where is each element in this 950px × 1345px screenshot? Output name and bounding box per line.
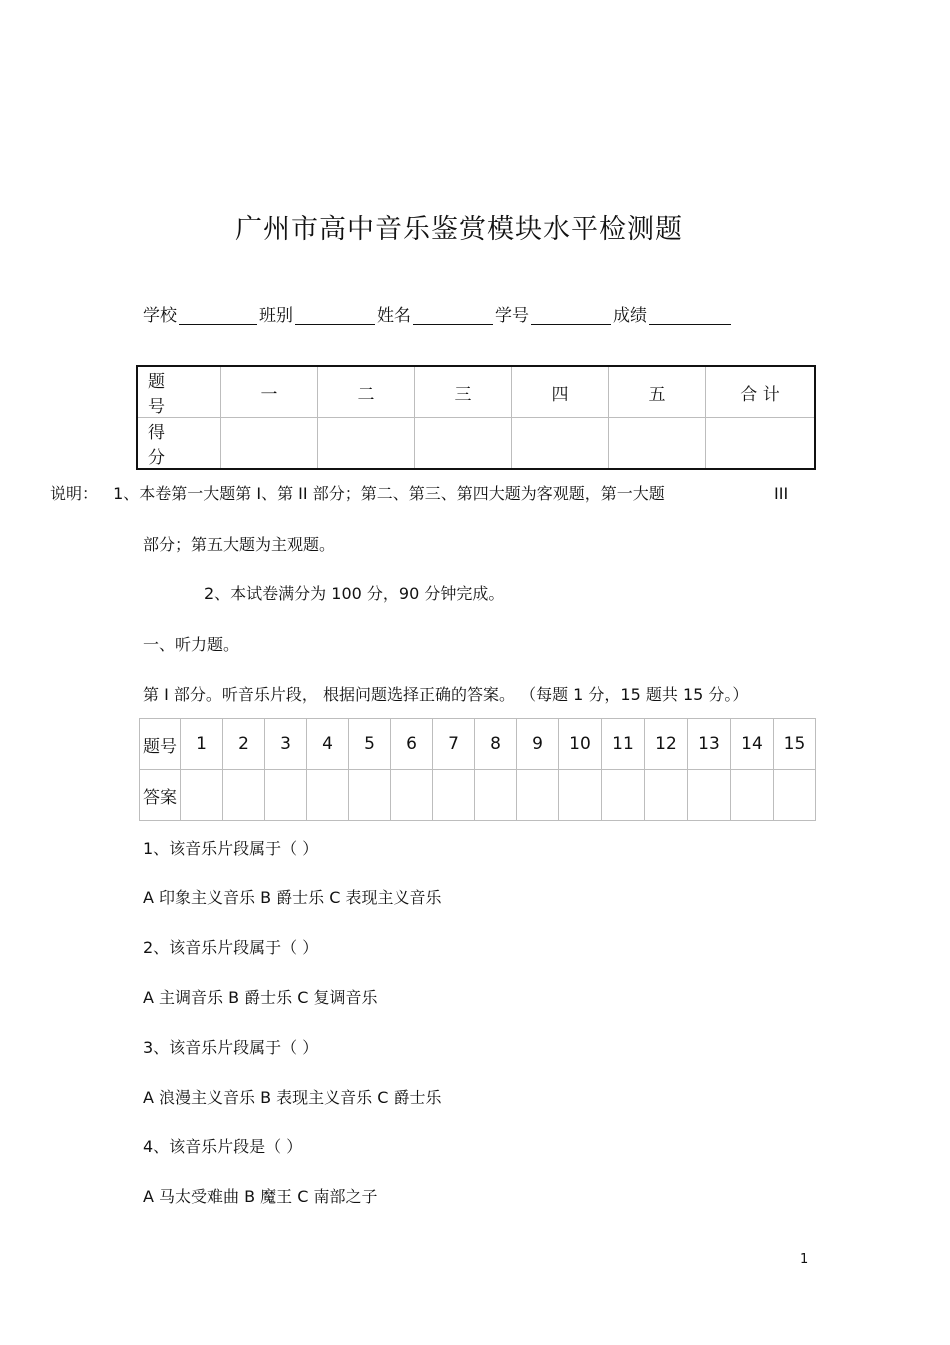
- number-blank[interactable]: [531, 306, 611, 325]
- answer-cell[interactable]: [731, 770, 774, 821]
- student-info-line: [143, 306, 733, 325]
- info-label-school: 学校: [143, 306, 177, 326]
- score-table-header-row: [137, 366, 815, 418]
- question-4-options: A 马太受难曲 B 魔王 C 南部之子: [143, 1187, 378, 1206]
- info-label-number: 学号: [495, 306, 529, 326]
- answer-cell[interactable]: [559, 770, 602, 821]
- answer-cell[interactable]: [475, 770, 517, 821]
- answer-cell[interactable]: [265, 770, 307, 821]
- question-3-stem: 3、该音乐片段属于（ ）: [143, 1038, 319, 1057]
- answer-table-answer-row: [140, 770, 816, 821]
- answer-number: 3: [265, 719, 307, 770]
- score-cell[interactable]: [221, 418, 318, 470]
- answer-cell[interactable]: [349, 770, 391, 821]
- score-col-header: 四: [512, 366, 609, 418]
- answer-number: 7: [433, 719, 475, 770]
- notes-item-1: 1、本卷第一大题第 I、第 II 部分；第二、第三、第四大题为客观题，第一大题: [113, 484, 665, 503]
- answer-number: 8: [475, 719, 517, 770]
- score-table-score-row: [137, 418, 815, 470]
- answer-cell[interactable]: [181, 770, 223, 821]
- answer-number: 14: [731, 719, 774, 770]
- part-one-instructions: 第 I 部分。听音乐片段， 根据问题选择正确的答案。 （每题 1 分，15 题共 15 分。）: [143, 685, 749, 704]
- answer-cell[interactable]: [391, 770, 433, 821]
- answer-number: 15: [774, 719, 816, 770]
- answer-cell[interactable]: [774, 770, 816, 821]
- answer-cell[interactable]: [688, 770, 731, 821]
- answer-row-label-answer: 答案: [140, 770, 181, 821]
- answer-number: 9: [517, 719, 559, 770]
- page-title: 广州市高中音乐鉴赏模块水平检测题: [235, 214, 683, 245]
- answer-number: 5: [349, 719, 391, 770]
- score-cell[interactable]: [415, 418, 512, 470]
- section-heading-listening: 一、听力题。: [143, 635, 240, 654]
- info-label-name: 姓名: [377, 306, 411, 326]
- answer-number: 13: [688, 719, 731, 770]
- score-row-label-number: 题 号: [137, 366, 221, 418]
- answer-number: 11: [602, 719, 645, 770]
- answer-number: 2: [223, 719, 265, 770]
- score-cell[interactable]: [512, 418, 609, 470]
- question-1-options: A 印象主义音乐 B 爵士乐 C 表现主义音乐: [143, 888, 442, 907]
- score-col-header: 二: [318, 366, 415, 418]
- score-table: [136, 365, 816, 470]
- score-cell[interactable]: [318, 418, 415, 470]
- notes-item-2: 2、本试卷满分为 100 分，90 分钟完成。: [204, 584, 505, 603]
- answer-cell[interactable]: [307, 770, 349, 821]
- score-cell-total[interactable]: [706, 418, 816, 470]
- answer-number: 12: [645, 719, 688, 770]
- score-col-header-total: 合 计: [706, 366, 816, 418]
- score-col-header: 三: [415, 366, 512, 418]
- notes-item-1-tail: III: [774, 484, 789, 503]
- notes-line-1: [50, 486, 665, 502]
- answer-number: 4: [307, 719, 349, 770]
- answer-cell[interactable]: [223, 770, 265, 821]
- score-row-label-score: 得 分: [137, 418, 221, 470]
- answer-number: 6: [391, 719, 433, 770]
- question-4-stem: 4、该音乐片段是（ ）: [143, 1137, 303, 1156]
- answer-row-label-number: 题号: [140, 719, 181, 770]
- info-label-class: 班别: [259, 306, 293, 326]
- question-2-stem: 2、该音乐片段属于（ ）: [143, 938, 319, 957]
- score-cell[interactable]: [609, 418, 706, 470]
- notes-line-2: 部分；第五大题为主观题。: [143, 535, 336, 554]
- question-3-options: A 浪漫主义音乐 B 表现主义音乐 C 爵士乐: [143, 1088, 442, 1107]
- page-number: 1: [800, 1252, 809, 1267]
- answer-table: [139, 718, 816, 821]
- name-blank[interactable]: [413, 306, 493, 325]
- answer-cell[interactable]: [602, 770, 645, 821]
- score-col-header: 一: [221, 366, 318, 418]
- info-label-score: 成绩: [613, 306, 647, 326]
- answer-number: 1: [181, 719, 223, 770]
- answer-number: 10: [559, 719, 602, 770]
- question-2-options: A 主调音乐 B 爵士乐 C 复调音乐: [143, 988, 378, 1007]
- answer-cell[interactable]: [645, 770, 688, 821]
- answer-cell[interactable]: [433, 770, 475, 821]
- question-1-stem: 1、该音乐片段属于（ ）: [143, 839, 319, 858]
- answer-table-number-row: [140, 719, 816, 770]
- school-blank[interactable]: [179, 306, 257, 325]
- class-blank[interactable]: [295, 306, 375, 325]
- answer-cell[interactable]: [517, 770, 559, 821]
- score-col-header: 五: [609, 366, 706, 418]
- notes-prefix: 说明：: [50, 484, 99, 503]
- score-blank[interactable]: [649, 306, 731, 325]
